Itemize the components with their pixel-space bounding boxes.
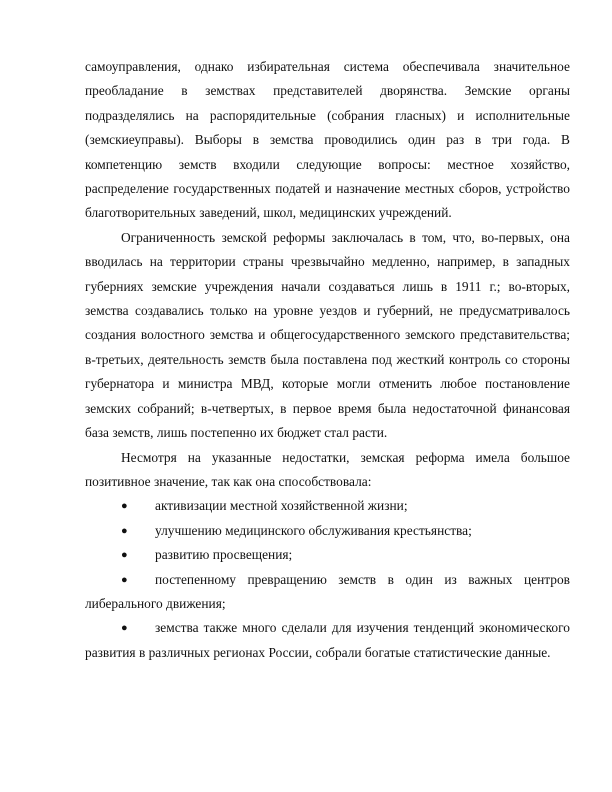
list-item: [85, 519, 570, 543]
bullet-icon: ●: [121, 500, 128, 513]
list-item: [85, 568, 570, 617]
list-item: [85, 494, 570, 518]
paragraph-continuation: самоуправления, однако избирательная система обеспечивала значительное преобладание в земствах представителей дворянства. Земские органы подразделялись на распорядительные (собрания гласных) и исполнительные (земскиеуправы). Выборы в земства проводились один раз в три года. В компетенцию земств входили следующие вопросы: местное хозяйство, распределение государственных податей и назначение местных сборов, устройство благотворительных заведений, школ, медицинских учреждений.: [85, 59, 570, 221]
list-item-text: постепенному превращению земств в один из важных центров либерального движения;: [85, 571, 570, 611]
bullet-icon: ●: [121, 622, 128, 635]
list-item-text: земства также много сделали для изучения тенденций экономического развития в различных регионах России, собрали богатые статистические данные.: [85, 620, 570, 660]
bullet-icon: ●: [121, 549, 128, 562]
paragraph-limitations: Ограниченность земской реформы заключалась в том, что, во-первых, она вводилась на территории страны чрезвычайно медленно, например, в западных губерниях земские учреждения начали создаваться лишь в 1911 г.; во-вторых, земства создавались только на уровне уездов и губерний, не предусматривалось создания волостного земства и общегосударственного земского представительства; в-третьих, деятельность земств была поставлена под жесткий контроль со стороны губернатора и министра МВД, которые могли отменить любое постановление земских собраний; в-четвертых, в первое время была недостаточной финансовая база земств, лишь постепенно их бюджет стал расти.: [85, 229, 570, 441]
paragraph-significance: Несмотря на указанные недостатки, земская реформа имела большое позитивное значение, так как она способствовала:: [85, 449, 570, 489]
list-item-text: развитию просвещения;: [155, 547, 293, 563]
document-page: [85, 55, 570, 665]
list-item: [85, 543, 570, 567]
list-item-text: улучшению медицинского обслуживания крестьянства;: [155, 522, 472, 538]
bullet-icon: ●: [121, 573, 128, 586]
list-item: [85, 616, 570, 665]
bullet-list: [85, 494, 570, 665]
bullet-icon: ●: [121, 524, 128, 537]
list-item-text: активизации местной хозяйственной жизни;: [155, 498, 408, 514]
